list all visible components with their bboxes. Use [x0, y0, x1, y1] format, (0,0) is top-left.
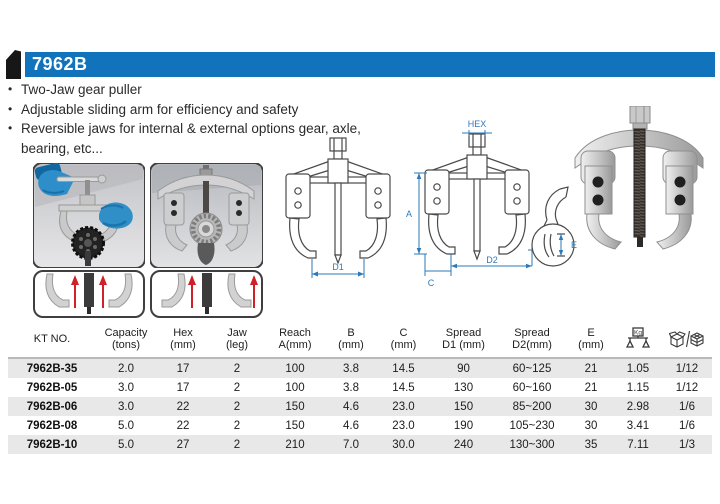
table-cell: 4.6 [343, 400, 359, 413]
table-cell: 2 [233, 362, 241, 375]
table-cell: 85~200 [512, 400, 552, 413]
table-cell: 17 [176, 381, 190, 394]
table-cell: 1.15 [626, 381, 650, 394]
table-cell: 150 [285, 400, 305, 413]
cell-kt-no: 7962B-08 [26, 419, 78, 432]
table-cell: 190 [453, 419, 474, 432]
dim-label-c: C [427, 278, 435, 288]
table-cell: 2 [233, 438, 241, 451]
table-cell: 2.98 [626, 400, 650, 413]
table-cell: 1/6 [679, 400, 695, 413]
table-cell: 27 [176, 438, 190, 451]
dim-label-d2: D2 [486, 255, 498, 265]
table-cell: 30 [584, 400, 598, 413]
table-cell: 14.5 [392, 362, 415, 375]
table-row [8, 378, 712, 397]
dim-label-hex: HEX [467, 119, 487, 129]
svg-text:Kg: Kg [634, 329, 642, 337]
cell-kt-no: 7962B-10 [26, 438, 78, 451]
table-cell: 130 [453, 381, 474, 394]
table-cell: 100 [285, 381, 305, 394]
col-e: E (mm) [568, 323, 614, 358]
table-row [8, 435, 712, 454]
table-cell: 22 [176, 419, 190, 432]
table-cell: 35 [584, 438, 598, 451]
table-cell: 1/6 [679, 419, 695, 432]
table-cell: 21 [584, 362, 598, 375]
table-cell: 150 [453, 400, 474, 413]
table-cell: 23.0 [392, 400, 415, 413]
carton-quantity-icon [669, 328, 705, 350]
table-cell: 105~230 [509, 419, 555, 432]
table-cell: 3.8 [343, 362, 359, 375]
table-cell: 21 [584, 381, 598, 394]
cell-kt-no: 7962B-05 [26, 381, 78, 394]
table-row [8, 397, 712, 416]
table-cell: 60~160 [512, 381, 552, 394]
table-cell: 22 [176, 400, 190, 413]
header-accent-mark [6, 50, 21, 79]
header-bar [25, 52, 715, 77]
table-cell: 7.0 [343, 438, 359, 451]
table-cell: 4.6 [343, 419, 359, 432]
table-cell: 30.0 [392, 438, 415, 451]
table-cell: 2 [233, 419, 241, 432]
table-cell: 240 [453, 438, 474, 451]
spec-table [8, 323, 712, 454]
col-spread-d1: Spread D1 (mm) [431, 323, 496, 358]
dim-label-d1: D1 [332, 262, 344, 272]
col-weight [614, 323, 662, 358]
col-spread-d2: Spread D2(mm) [496, 323, 568, 358]
table-cell: 130~300 [509, 438, 555, 451]
photo-bearing-pulling [150, 163, 263, 268]
table-cell: 23.0 [392, 419, 415, 432]
table-cell: 1.05 [626, 362, 650, 375]
table-cell: 3.0 [118, 400, 134, 413]
table-cell: 5.0 [118, 419, 134, 432]
col-kt-no: KT NO. [8, 323, 96, 358]
table-cell: 3.41 [626, 419, 650, 432]
table-cell: 1/12 [675, 381, 699, 394]
table-cell: 2 [233, 381, 241, 394]
dim-label-a: A [405, 209, 413, 219]
table-cell: 5.0 [118, 438, 134, 451]
table-cell: 2.0 [118, 362, 134, 375]
col-reach: Reach A(mm) [264, 323, 326, 358]
table-cell: 1/3 [679, 438, 695, 451]
weight-kg-icon [625, 327, 651, 351]
table-cell: 60~125 [512, 362, 552, 375]
col-carton [662, 323, 712, 358]
page-title: 7962B [32, 54, 88, 74]
table-cell: 1/12 [675, 362, 699, 375]
table-cell: 3.0 [118, 381, 134, 394]
col-jaw: Jaw (leg) [210, 323, 264, 358]
table-cell: 150 [285, 419, 305, 432]
external-pull-diagram [33, 270, 145, 318]
table-cell: 7.11 [627, 438, 649, 451]
cell-kt-no: 7962B-06 [26, 400, 78, 413]
col-capacity: Capacity (tons) [96, 323, 156, 358]
table-row [8, 358, 712, 378]
internal-pull-diagram [150, 270, 263, 318]
col-b: B (mm) [326, 323, 376, 358]
col-c: C (mm) [376, 323, 431, 358]
feature-item: • Two-Jaw gear puller [8, 80, 380, 100]
product-render [568, 106, 710, 258]
spec-table-body [8, 358, 712, 454]
table-cell: 2 [233, 400, 241, 413]
photo-gear-pulling [33, 163, 145, 268]
dimension-drawing-d1 [278, 136, 398, 282]
table-cell: 3.8 [343, 381, 359, 394]
table-row [8, 416, 712, 435]
table-cell: 14.5 [392, 381, 415, 394]
table-header-row [8, 323, 712, 358]
feature-item: • Adjustable sliding arm for efficiency and safety [8, 100, 380, 120]
table-cell: 17 [176, 362, 190, 375]
col-hex: Hex (mm) [156, 323, 210, 358]
cell-kt-no: 7962B-35 [26, 362, 78, 375]
dim-label-e: E [571, 240, 578, 250]
table-cell: 90 [457, 362, 470, 375]
table-cell: 210 [285, 438, 305, 451]
table-cell: 30 [584, 419, 598, 432]
table-cell: 100 [285, 362, 305, 375]
feature-item: • Reversible jaws for internal & external options gear, axle, bearing, etc... [8, 119, 380, 158]
